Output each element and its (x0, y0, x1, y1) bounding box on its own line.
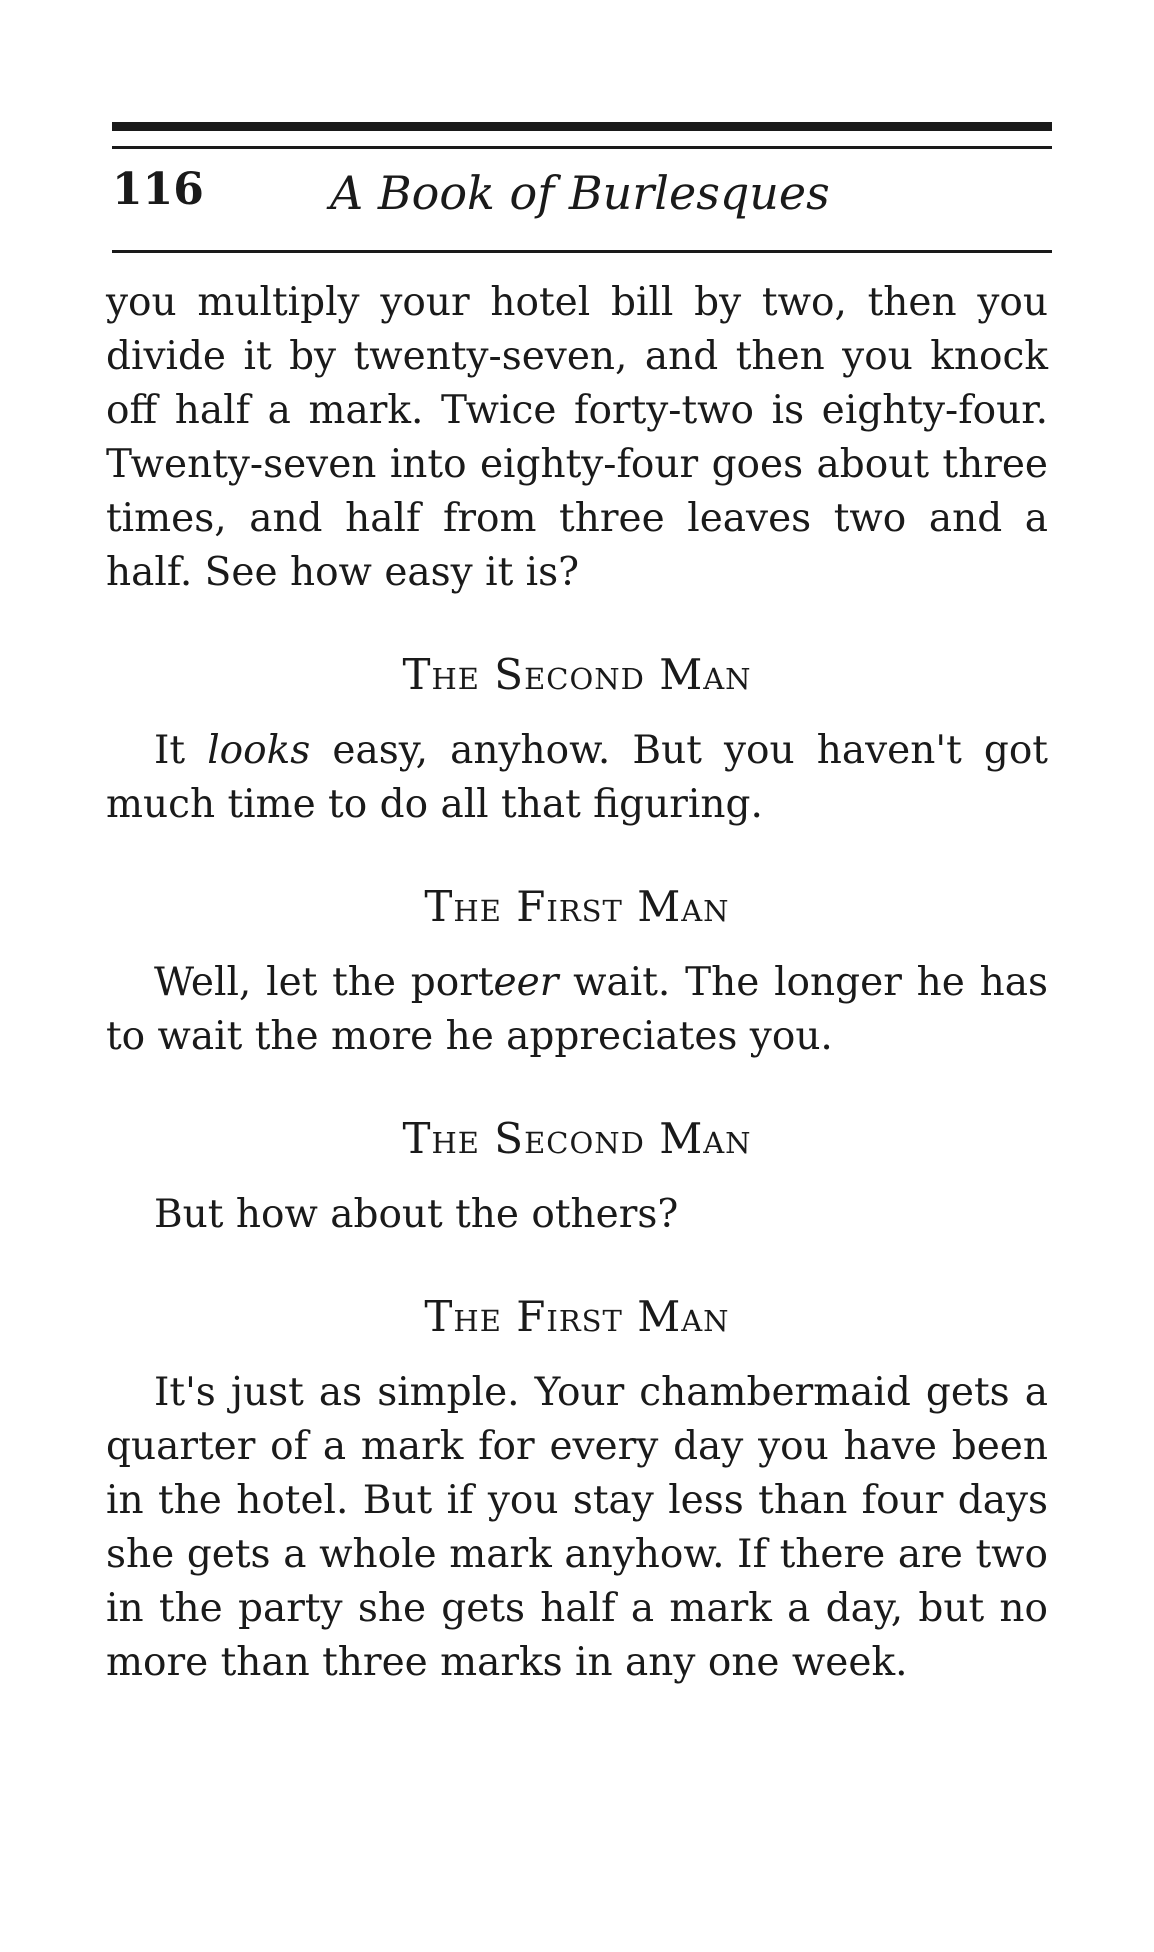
header-rule-thick (112, 122, 1052, 131)
dialogue-emphasis: looks (207, 728, 311, 773)
dialogue-paragraph (106, 1366, 1048, 1690)
dialogue-paragraph (106, 1188, 1048, 1242)
dialogue-emphasis: eer (493, 960, 559, 1005)
dialogue-paragraph (106, 956, 1048, 1064)
dialogue-paragraph (106, 724, 1048, 832)
page-number: 116 (112, 164, 204, 215)
header-rule-thin (112, 146, 1052, 149)
speaker-heading: The Second Man (402, 1114, 752, 1163)
dialogue-text: wait. The longer he has to wait the more he appreciates you. (106, 960, 1048, 1059)
speaker-heading: The First Man (424, 882, 730, 931)
dialogue-text: It (154, 728, 208, 773)
header-rule-bottom (112, 250, 1052, 253)
opening-paragraph: you multiply your hotel bill by two, then you divide it by twenty-seven, and then you knock off half a mark. Twice forty-two is eighty-four. Twenty-seven into eighty-four goes about three times, and half from three leaves two and a half. See how easy it is? (106, 280, 1048, 595)
dialogue-text: But how about the others? (154, 1192, 679, 1237)
speaker-heading: The First Man (424, 1292, 730, 1341)
dialogue-text: It's just as simple. Your chambermaid gets a quarter of a mark for every day you have been in the hotel. But if you stay less than four days she gets a whole mark anyhow. If there are two in the party she gets half a mark a day, but no more than three marks in any one week. (106, 1370, 1048, 1685)
page-body (106, 276, 1048, 1690)
running-title: A Book of Burlesques (330, 166, 830, 220)
speaker-heading: The Second Man (402, 650, 752, 699)
dialogue-text: easy, anyhow. But you haven't got much time to do all that figuring. (106, 728, 1048, 827)
dialogue-text: Well, let the port (154, 960, 494, 1005)
